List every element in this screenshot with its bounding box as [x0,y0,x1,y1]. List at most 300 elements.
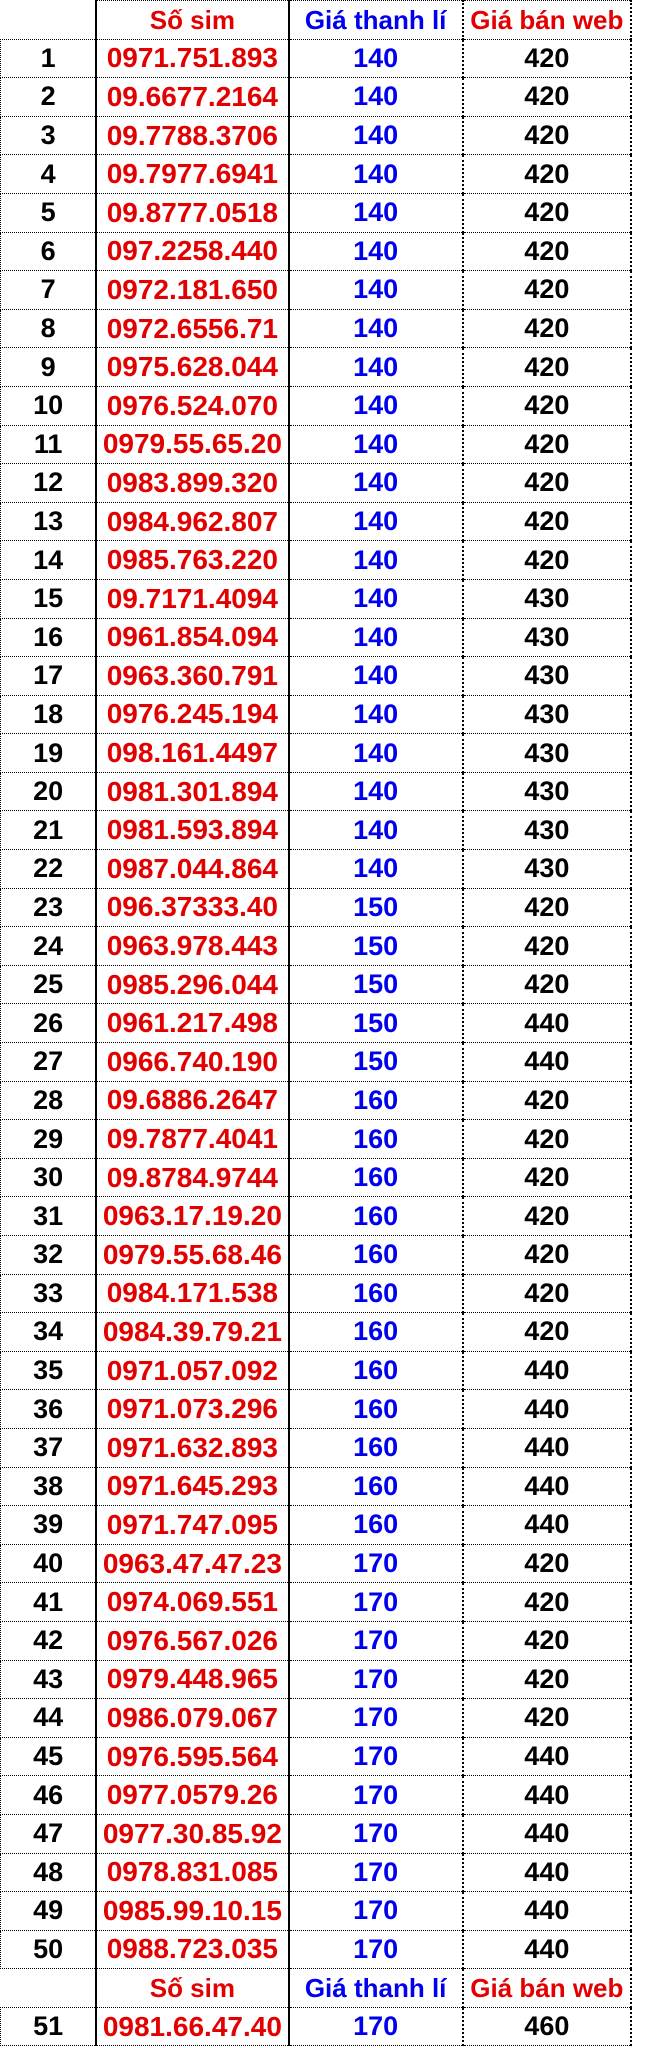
clearance-price-cell[interactable]: 140 [289,464,463,503]
row-number-cell[interactable]: 42 [1,1621,97,1660]
web-price-cell[interactable]: 440 [463,1853,631,1892]
web-price-cell[interactable]: 430 [463,772,631,811]
clearance-price-cell[interactable]: 170 [289,1583,463,1622]
row-number-cell[interactable]: 38 [1,1467,97,1506]
table-row [1,1081,665,1120]
clearance-price-cell[interactable]: 150 [289,1043,463,1082]
row-number-cell[interactable]: 16 [1,618,97,657]
header-stt-cell[interactable] [1,1,97,40]
clearance-price-cell[interactable]: 140 [289,116,463,155]
clearance-price-cell[interactable]: 140 [289,541,463,580]
row-number-cell[interactable]: 20 [1,772,97,811]
sim-number-cell[interactable]: 0985.296.044 [96,965,288,1004]
empty-column-cell[interactable] [631,1930,665,1969]
empty-column-cell[interactable] [631,1969,665,2008]
web-price-cell[interactable]: 420 [463,541,631,580]
sim-number-cell[interactable]: 0984.39.79.21 [96,1313,288,1352]
sim-number-cell[interactable]: 0963.17.19.20 [96,1197,288,1236]
empty-column-cell[interactable] [631,2007,665,2046]
empty-column-cell[interactable] [631,811,665,850]
sim-number-cell[interactable]: 0963.47.47.23 [96,1544,288,1583]
clearance-price-cell[interactable]: 140 [289,772,463,811]
web-price-cell[interactable]: 440 [463,1776,631,1815]
table-row [1,1699,665,1738]
empty-column-cell[interactable] [631,1081,665,1120]
web-price-cell[interactable]: 420 [463,1081,631,1120]
web-price-cell[interactable]: 420 [463,888,631,927]
web-price-cell[interactable]: 460 [463,2007,631,2046]
clearance-price-cell[interactable]: 170 [289,1930,463,1969]
row-number-cell[interactable]: 15 [1,579,97,618]
sim-number-cell[interactable]: 0983.899.320 [96,464,288,503]
empty-column-cell[interactable] [631,850,665,889]
web-price-cell[interactable]: 420 [463,116,631,155]
row-number-cell[interactable]: 17 [1,657,97,696]
clearance-price-cell[interactable]: 160 [289,1467,463,1506]
clearance-price-cell[interactable]: 140 [289,618,463,657]
web-price-cell[interactable]: 420 [463,309,631,348]
sim-number-cell[interactable]: 0981.593.894 [96,811,288,850]
sim-number-cell[interactable]: 098.161.4497 [96,734,288,773]
table-row [1,116,665,155]
table-row [1,657,665,696]
empty-column-cell[interactable] [631,618,665,657]
sim-number-cell[interactable]: 0975.628.044 [96,348,288,387]
row-number-cell[interactable]: 44 [1,1699,97,1738]
table-row [1,193,665,232]
sim-number-cell[interactable]: 09.6886.2647 [96,1081,288,1120]
clearance-price-cell[interactable]: 160 [289,1120,463,1159]
empty-column-cell[interactable] [631,1467,665,1506]
web-price-cell[interactable]: 440 [463,1467,631,1506]
web-price-cell[interactable]: 420 [463,348,631,387]
row-number-cell[interactable]: 2 [1,78,97,117]
web-price-cell[interactable]: 430 [463,811,631,850]
empty-column-cell[interactable] [631,734,665,773]
clearance-price-cell[interactable]: 170 [289,1853,463,1892]
clearance-price-cell[interactable]: 170 [289,1737,463,1776]
empty-column-cell[interactable] [631,39,665,78]
row-number-cell[interactable]: 31 [1,1197,97,1236]
sim-number-cell[interactable]: 0963.360.791 [96,657,288,696]
clearance-price-cell[interactable]: 160 [289,1313,463,1352]
clearance-price-cell[interactable]: 140 [289,811,463,850]
table-row [1,888,665,927]
web-price-cell[interactable]: 440 [463,1004,631,1043]
empty-column-cell[interactable] [631,502,665,541]
table-row [1,850,665,889]
row-number-cell[interactable]: 43 [1,1660,97,1699]
table-row [1,541,665,580]
empty-column-cell[interactable] [631,1236,665,1275]
sim-number-cell[interactable]: 0985.99.10.15 [96,1892,288,1931]
empty-column-cell[interactable] [631,155,665,194]
empty-column-cell[interactable] [631,309,665,348]
sim-number-cell[interactable]: 0981.66.47.40 [96,2007,288,2046]
clearance-price-cell[interactable]: 170 [289,1699,463,1738]
table-row [1,1428,665,1467]
empty-column-cell[interactable] [631,1004,665,1043]
empty-column-cell[interactable] [631,348,665,387]
table-row [1,1236,665,1275]
empty-column-cell[interactable] [631,1737,665,1776]
sim-number-cell[interactable]: 09.8784.9744 [96,1158,288,1197]
web-price-cell[interactable]: 420 [463,1274,631,1313]
row-number-cell[interactable]: 6 [1,232,97,271]
clearance-price-cell[interactable]: 150 [289,888,463,927]
row-number-cell[interactable]: 14 [1,541,97,580]
web-price-cell[interactable]: 440 [463,1892,631,1931]
clearance-price-cell[interactable]: 160 [289,1158,463,1197]
empty-column-cell[interactable] [631,772,665,811]
clearance-price-cell[interactable]: 140 [289,386,463,425]
row-number-cell[interactable]: 11 [1,425,97,464]
empty-column-cell[interactable] [631,1544,665,1583]
sim-number-cell[interactable]: 09.7877.4041 [96,1120,288,1159]
sim-number-cell[interactable]: 0961.217.498 [96,1004,288,1043]
sim-number-cell[interactable]: 0976.245.194 [96,695,288,734]
row-number-cell[interactable]: 7 [1,271,97,310]
sim-number-cell[interactable]: 09.6677.2164 [96,78,288,117]
row-number-cell[interactable]: 28 [1,1081,97,1120]
table-row [1,1004,665,1043]
row-number-cell[interactable]: 25 [1,965,97,1004]
web-price-cell[interactable]: 420 [463,1621,631,1660]
empty-column-cell[interactable] [631,541,665,580]
empty-column-cell[interactable] [631,1197,665,1236]
header-so-sim[interactable]: Số sim [96,1,288,40]
web-price-cell[interactable]: 430 [463,579,631,618]
empty-column-cell[interactable] [631,657,665,696]
web-price-cell[interactable]: 430 [463,734,631,773]
table-row [1,1892,665,1931]
clearance-price-cell[interactable]: 140 [289,734,463,773]
row-number-cell[interactable]: 49 [1,1892,97,1931]
empty-column-cell[interactable] [631,1853,665,1892]
sim-number-cell[interactable]: 0972.181.650 [96,271,288,310]
row-number-cell[interactable]: 19 [1,734,97,773]
clearance-price-cell[interactable]: 160 [289,1274,463,1313]
sim-number-cell[interactable]: 09.7171.4094 [96,579,288,618]
web-price-cell[interactable]: 420 [463,1544,631,1583]
header-row [1,1,665,40]
clearance-price-cell[interactable]: 160 [289,1351,463,1390]
web-price-cell[interactable]: 430 [463,657,631,696]
web-price-cell[interactable]: 420 [463,386,631,425]
empty-column-cell[interactable] [631,464,665,503]
row-number-cell[interactable]: 18 [1,695,97,734]
sim-number-cell[interactable]: 0986.079.067 [96,1699,288,1738]
row-number-cell[interactable]: 46 [1,1776,97,1815]
header-stt-cell[interactable] [1,1969,97,2008]
sim-number-cell[interactable]: 0977.0579.26 [96,1776,288,1815]
sim-number-cell[interactable]: 0971.645.293 [96,1467,288,1506]
clearance-price-cell[interactable]: 140 [289,425,463,464]
empty-column-cell[interactable] [631,1776,665,1815]
empty-column-cell[interactable] [631,1699,665,1738]
web-price-cell[interactable]: 420 [463,1699,631,1738]
clearance-price-cell[interactable]: 160 [289,1081,463,1120]
web-price-cell[interactable]: 420 [463,39,631,78]
row-number-cell[interactable]: 35 [1,1351,97,1390]
sim-number-cell[interactable]: 0971.073.296 [96,1390,288,1429]
clearance-price-cell[interactable]: 140 [289,78,463,117]
row-number-cell[interactable]: 10 [1,386,97,425]
web-price-cell[interactable]: 420 [463,1660,631,1699]
sim-number-cell[interactable]: 0963.978.443 [96,927,288,966]
row-number-cell[interactable]: 39 [1,1506,97,1545]
clearance-price-cell[interactable]: 160 [289,1428,463,1467]
sim-number-cell[interactable]: 0987.044.864 [96,850,288,889]
web-price-cell[interactable]: 430 [463,695,631,734]
clearance-price-cell[interactable]: 160 [289,1390,463,1429]
clearance-price-cell[interactable]: 170 [289,1544,463,1583]
web-price-cell[interactable]: 420 [463,1120,631,1159]
empty-column-cell[interactable] [631,888,665,927]
table-row [1,1197,665,1236]
sim-number-cell[interactable]: 096.37333.40 [96,888,288,927]
web-price-cell[interactable]: 440 [463,1814,631,1853]
empty-column-cell[interactable] [631,1,665,40]
row-number-cell[interactable]: 21 [1,811,97,850]
row-number-cell[interactable]: 4 [1,155,97,194]
row-number-cell[interactable]: 3 [1,116,97,155]
clearance-price-cell[interactable]: 160 [289,1236,463,1275]
empty-column-cell[interactable] [631,1158,665,1197]
sim-number-cell[interactable]: 0966.740.190 [96,1043,288,1082]
clearance-price-cell[interactable]: 140 [289,232,463,271]
sim-number-cell[interactable]: 0978.831.085 [96,1853,288,1892]
sim-number-cell[interactable]: 0981.301.894 [96,772,288,811]
web-price-cell[interactable]: 440 [463,1506,631,1545]
row-number-cell[interactable]: 41 [1,1583,97,1622]
empty-column-cell[interactable] [631,1814,665,1853]
clearance-price-cell[interactable]: 170 [289,1776,463,1815]
sim-number-cell[interactable]: 0985.763.220 [96,541,288,580]
row-number-cell[interactable]: 9 [1,348,97,387]
table-row [1,1351,665,1390]
row-number-cell[interactable]: 5 [1,193,97,232]
header-gia-thanh-li[interactable]: Giá thanh lí [289,1,463,40]
table-row [1,464,665,503]
sim-number-cell[interactable]: 0974.069.551 [96,1583,288,1622]
table-row [1,1120,665,1159]
empty-column-cell[interactable] [631,1621,665,1660]
sim-number-cell[interactable]: 0979.55.68.46 [96,1236,288,1275]
empty-column-cell[interactable] [631,1274,665,1313]
sim-number-cell[interactable]: 0984.171.538 [96,1274,288,1313]
web-price-cell[interactable]: 440 [463,1043,631,1082]
sim-number-cell[interactable]: 0971.747.095 [96,1506,288,1545]
row-number-cell[interactable]: 36 [1,1390,97,1429]
clearance-price-cell[interactable]: 140 [289,309,463,348]
table-row [1,618,665,657]
web-price-cell[interactable]: 420 [463,425,631,464]
clearance-price-cell[interactable]: 140 [289,39,463,78]
empty-column-cell[interactable] [631,1583,665,1622]
clearance-price-cell[interactable]: 160 [289,1197,463,1236]
row-number-cell[interactable]: 24 [1,927,97,966]
row-number-cell[interactable]: 30 [1,1158,97,1197]
empty-column-cell[interactable] [631,193,665,232]
web-price-cell[interactable]: 420 [463,1158,631,1197]
header-so-sim[interactable]: Số sim [96,1969,288,2008]
row-number-cell[interactable]: 32 [1,1236,97,1275]
web-price-cell[interactable]: 420 [463,502,631,541]
table-row [1,1467,665,1506]
row-number-cell[interactable]: 34 [1,1313,97,1352]
row-number-cell[interactable]: 29 [1,1120,97,1159]
table-row [1,2007,665,2046]
table-row [1,1853,665,1892]
sim-number-cell[interactable]: 0984.962.807 [96,502,288,541]
clearance-price-cell[interactable]: 140 [289,193,463,232]
clearance-price-cell[interactable]: 140 [289,155,463,194]
table-body [1,1,665,2046]
empty-column-cell[interactable] [631,1120,665,1159]
row-number-cell[interactable]: 37 [1,1428,97,1467]
table-row [1,386,665,425]
web-price-cell[interactable]: 420 [463,1197,631,1236]
row-number-cell[interactable]: 22 [1,850,97,889]
empty-column-cell[interactable] [631,1351,665,1390]
table-row [1,1583,665,1622]
web-price-cell[interactable]: 420 [463,78,631,117]
empty-column-cell[interactable] [631,232,665,271]
web-price-cell[interactable]: 440 [463,1351,631,1390]
row-number-cell[interactable]: 47 [1,1814,97,1853]
row-number-cell[interactable]: 8 [1,309,97,348]
sim-number-cell[interactable]: 0971.632.893 [96,1428,288,1467]
table-row [1,348,665,387]
empty-column-cell[interactable] [631,1892,665,1931]
empty-column-cell[interactable] [631,1660,665,1699]
table-row [1,155,665,194]
clearance-price-cell[interactable]: 140 [289,502,463,541]
empty-column-cell[interactable] [631,116,665,155]
web-price-cell[interactable]: 420 [463,271,631,310]
table-row [1,78,665,117]
clearance-price-cell[interactable]: 140 [289,348,463,387]
clearance-price-cell[interactable]: 170 [289,1814,463,1853]
row-number-cell[interactable]: 26 [1,1004,97,1043]
web-price-cell[interactable]: 420 [463,155,631,194]
clearance-price-cell[interactable]: 150 [289,927,463,966]
empty-column-cell[interactable] [631,271,665,310]
clearance-price-cell[interactable]: 170 [289,1621,463,1660]
clearance-price-cell[interactable]: 140 [289,695,463,734]
sim-number-cell[interactable]: 0972.6556.71 [96,309,288,348]
sim-number-cell[interactable]: 09.8777.0518 [96,193,288,232]
table-row [1,1043,665,1082]
sim-number-cell[interactable]: 0976.567.026 [96,1621,288,1660]
sim-number-cell[interactable]: 0988.723.035 [96,1930,288,1969]
table-row [1,695,665,734]
clearance-price-cell[interactable]: 140 [289,271,463,310]
row-number-cell[interactable]: 48 [1,1853,97,1892]
web-price-cell[interactable]: 440 [463,1428,631,1467]
web-price-cell[interactable]: 440 [463,1737,631,1776]
empty-column-cell[interactable] [631,1428,665,1467]
row-number-cell[interactable]: 1 [1,39,97,78]
row-number-cell[interactable]: 33 [1,1274,97,1313]
web-price-cell[interactable]: 440 [463,1930,631,1969]
empty-column-cell[interactable] [631,1043,665,1082]
web-price-cell[interactable]: 440 [463,1390,631,1429]
web-price-cell[interactable]: 420 [463,1313,631,1352]
web-price-cell[interactable]: 420 [463,927,631,966]
clearance-price-cell[interactable]: 140 [289,579,463,618]
sim-number-cell[interactable]: 097.2258.440 [96,232,288,271]
sim-number-cell[interactable]: 0979.55.65.20 [96,425,288,464]
row-number-cell[interactable]: 12 [1,464,97,503]
web-price-cell[interactable]: 420 [463,464,631,503]
sim-number-cell[interactable]: 0977.30.85.92 [96,1814,288,1853]
sim-number-cell[interactable]: 0976.595.564 [96,1737,288,1776]
table-row [1,1158,665,1197]
table-row [1,1814,665,1853]
row-number-cell[interactable]: 40 [1,1544,97,1583]
header-gia-thanh-li[interactable]: Giá thanh lí [289,1969,463,2008]
empty-column-cell[interactable] [631,425,665,464]
row-number-cell[interactable]: 45 [1,1737,97,1776]
empty-column-cell[interactable] [631,579,665,618]
web-price-cell[interactable]: 420 [463,1236,631,1275]
sim-number-cell[interactable]: 0976.524.070 [96,386,288,425]
header-gia-ban-web[interactable]: Giá bán web [463,1969,631,2008]
sim-number-cell[interactable]: 09.7977.6941 [96,155,288,194]
web-price-cell[interactable]: 420 [463,193,631,232]
empty-column-cell[interactable] [631,695,665,734]
empty-column-cell[interactable] [631,386,665,425]
sim-number-cell[interactable]: 09.7788.3706 [96,116,288,155]
sim-number-cell[interactable]: 0971.057.092 [96,1351,288,1390]
sim-number-cell[interactable]: 0979.448.965 [96,1660,288,1699]
row-number-cell[interactable]: 13 [1,502,97,541]
clearance-price-cell[interactable]: 160 [289,1506,463,1545]
row-number-cell[interactable]: 23 [1,888,97,927]
empty-column-cell[interactable] [631,1313,665,1352]
header-gia-ban-web[interactable]: Giá bán web [463,1,631,40]
clearance-price-cell[interactable]: 140 [289,657,463,696]
web-price-cell[interactable]: 430 [463,850,631,889]
web-price-cell[interactable]: 420 [463,1583,631,1622]
empty-column-cell[interactable] [631,927,665,966]
clearance-price-cell[interactable]: 170 [289,1660,463,1699]
row-number-cell[interactable]: 51 [1,2007,97,2046]
clearance-price-cell[interactable]: 150 [289,965,463,1004]
table-row [1,1737,665,1776]
empty-column-cell[interactable] [631,965,665,1004]
web-price-cell[interactable]: 420 [463,965,631,1004]
clearance-price-cell[interactable]: 170 [289,2007,463,2046]
web-price-cell[interactable]: 430 [463,618,631,657]
clearance-price-cell[interactable]: 150 [289,1004,463,1043]
empty-column-cell[interactable] [631,1506,665,1545]
empty-column-cell[interactable] [631,1390,665,1429]
table-row [1,502,665,541]
clearance-price-cell[interactable]: 140 [289,850,463,889]
row-number-cell[interactable]: 27 [1,1043,97,1082]
empty-column-cell[interactable] [631,78,665,117]
row-number-cell[interactable]: 50 [1,1930,97,1969]
table-row [1,271,665,310]
sim-number-cell[interactable]: 0961.854.094 [96,618,288,657]
sim-number-cell[interactable]: 0971.751.893 [96,39,288,78]
web-price-cell[interactable]: 420 [463,232,631,271]
table-row [1,579,665,618]
clearance-price-cell[interactable]: 170 [289,1892,463,1931]
